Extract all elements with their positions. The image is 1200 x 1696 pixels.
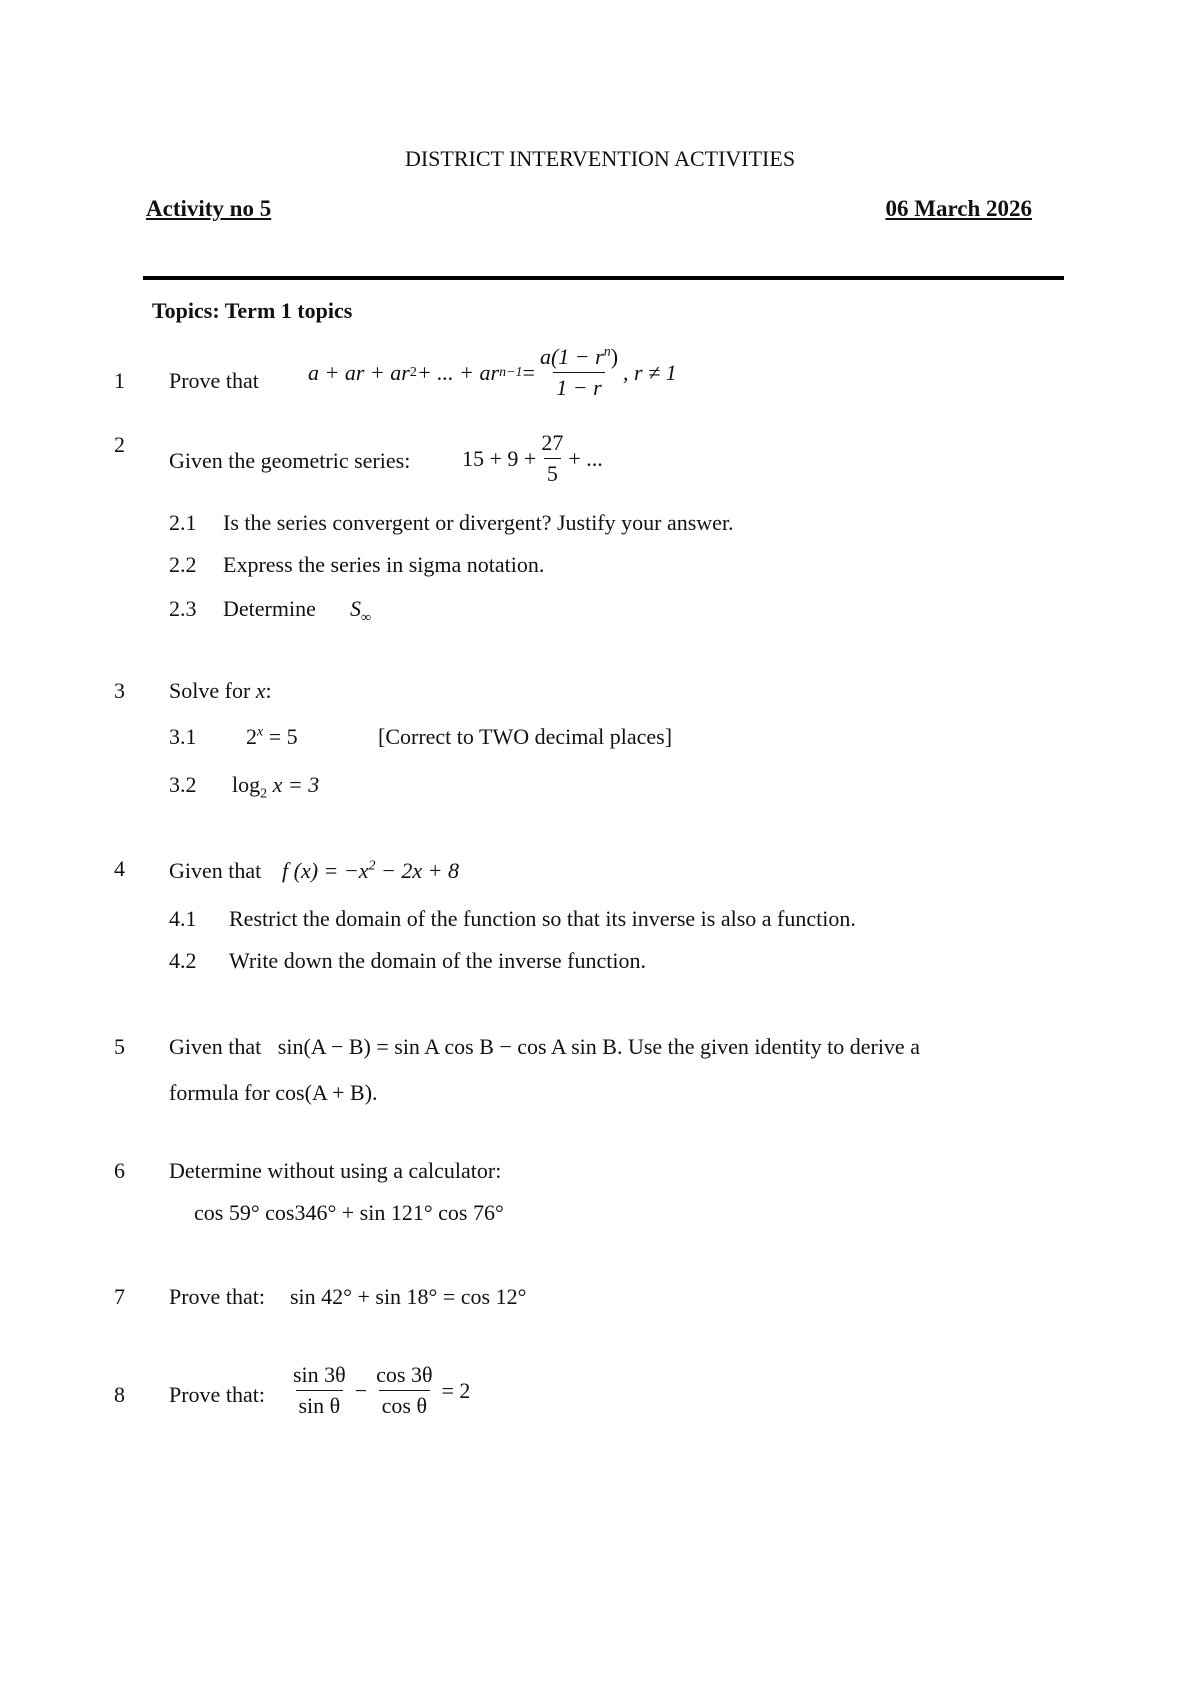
question-3-1-equation: $2^x = 5$ bbox=[246, 724, 298, 749]
question-2-text: Given the geometric series: bbox=[169, 448, 411, 473]
question-5-number: 5 bbox=[114, 1034, 125, 1059]
question-2-1-number: 2.1 bbox=[169, 510, 197, 535]
question-4-text: Given that bbox=[169, 858, 262, 883]
question-7-number: 7 bbox=[114, 1284, 125, 1309]
question-8-text: Prove that: bbox=[169, 1382, 265, 1407]
sum-fraction: $\frac{a(1 - r^n)}{1 - r}$ bbox=[539, 344, 619, 400]
question-3-text: Solve for x: bbox=[169, 678, 272, 703]
question-2-2-number: 2.2 bbox=[169, 552, 197, 577]
question-1-formula: a + ar + ar 2 + ... + ar n−1 = $\frac{a(1 - r^n)}{1 - r}$ , r ≠ 1 bbox=[308, 344, 677, 400]
question-2-2-text: Express the series in sigma notation. bbox=[223, 552, 545, 577]
page-title: DISTRICT INTERVENTION ACTIVITIES bbox=[404, 146, 796, 171]
topics-heading: Topics: Term 1 topics bbox=[152, 298, 353, 323]
question-5-line-1: Given that sin(A − B) = sin A cos B − cos A sin B. Use the given identity to derive a bbox=[169, 1034, 920, 1059]
question-1-number: 1 bbox=[114, 368, 125, 393]
question-8-number: 8 bbox=[114, 1382, 125, 1407]
question-4-2-number: 4.2 bbox=[169, 948, 197, 973]
question-3-1-note: [Correct to TWO decimal places] bbox=[378, 724, 673, 749]
question-8-expression: $\frac{\sin 3\theta}{\text{sin θ}}$ − $\frac{\cos 3\theta}{\text{cos θ}}$ = 2 bbox=[293, 1362, 471, 1418]
activity-label: Activity no 5 bbox=[146, 196, 272, 221]
question-4-1-text: Restrict the domain of the function so that its inverse is also a function. bbox=[229, 906, 856, 931]
question-6-expression: cos 59° cos346° + sin 121° cos 76° bbox=[194, 1200, 504, 1225]
question-6-number: 6 bbox=[114, 1158, 125, 1183]
question-2-1-text: Is the series convergent or divergent? Justify your answer. bbox=[223, 510, 734, 535]
question-3-number: 3 bbox=[114, 678, 125, 703]
question-5-line-2: formula for cos(A + B). bbox=[169, 1080, 378, 1105]
question-6-text: Determine without using a calculator: bbox=[169, 1158, 502, 1183]
question-2-3-text: Determine bbox=[223, 596, 316, 621]
question-4-1-number: 4.1 bbox=[169, 906, 197, 931]
question-3-2-number: 3.2 bbox=[169, 772, 197, 797]
question-2-3-number: 2.3 bbox=[169, 596, 197, 621]
question-4-2-text: Write down the domain of the inverse function. bbox=[229, 948, 647, 973]
question-2-number: 2 bbox=[114, 432, 125, 457]
question-1-text: Prove that bbox=[169, 368, 259, 393]
question-7-expression: sin 42° + sin 18° = cos 12° bbox=[290, 1284, 527, 1309]
question-3-1-number: 3.1 bbox=[169, 724, 197, 749]
question-4-number: 4 bbox=[114, 856, 125, 881]
question-7-text: Prove that: bbox=[169, 1284, 265, 1309]
question-2-series: 15 + 9 + $\frac{27}{5}$ + ... bbox=[462, 430, 603, 486]
question-4-function: f $(x) = -x^2 - 2x + 8$ bbox=[282, 858, 459, 883]
question-3-2-equation: $\log_2 x = 3$ bbox=[232, 772, 320, 802]
header-divider bbox=[143, 276, 1064, 280]
activity-date: 06 March 2026 bbox=[885, 196, 1032, 221]
s-infinity: $S_\infty$ bbox=[350, 596, 371, 626]
